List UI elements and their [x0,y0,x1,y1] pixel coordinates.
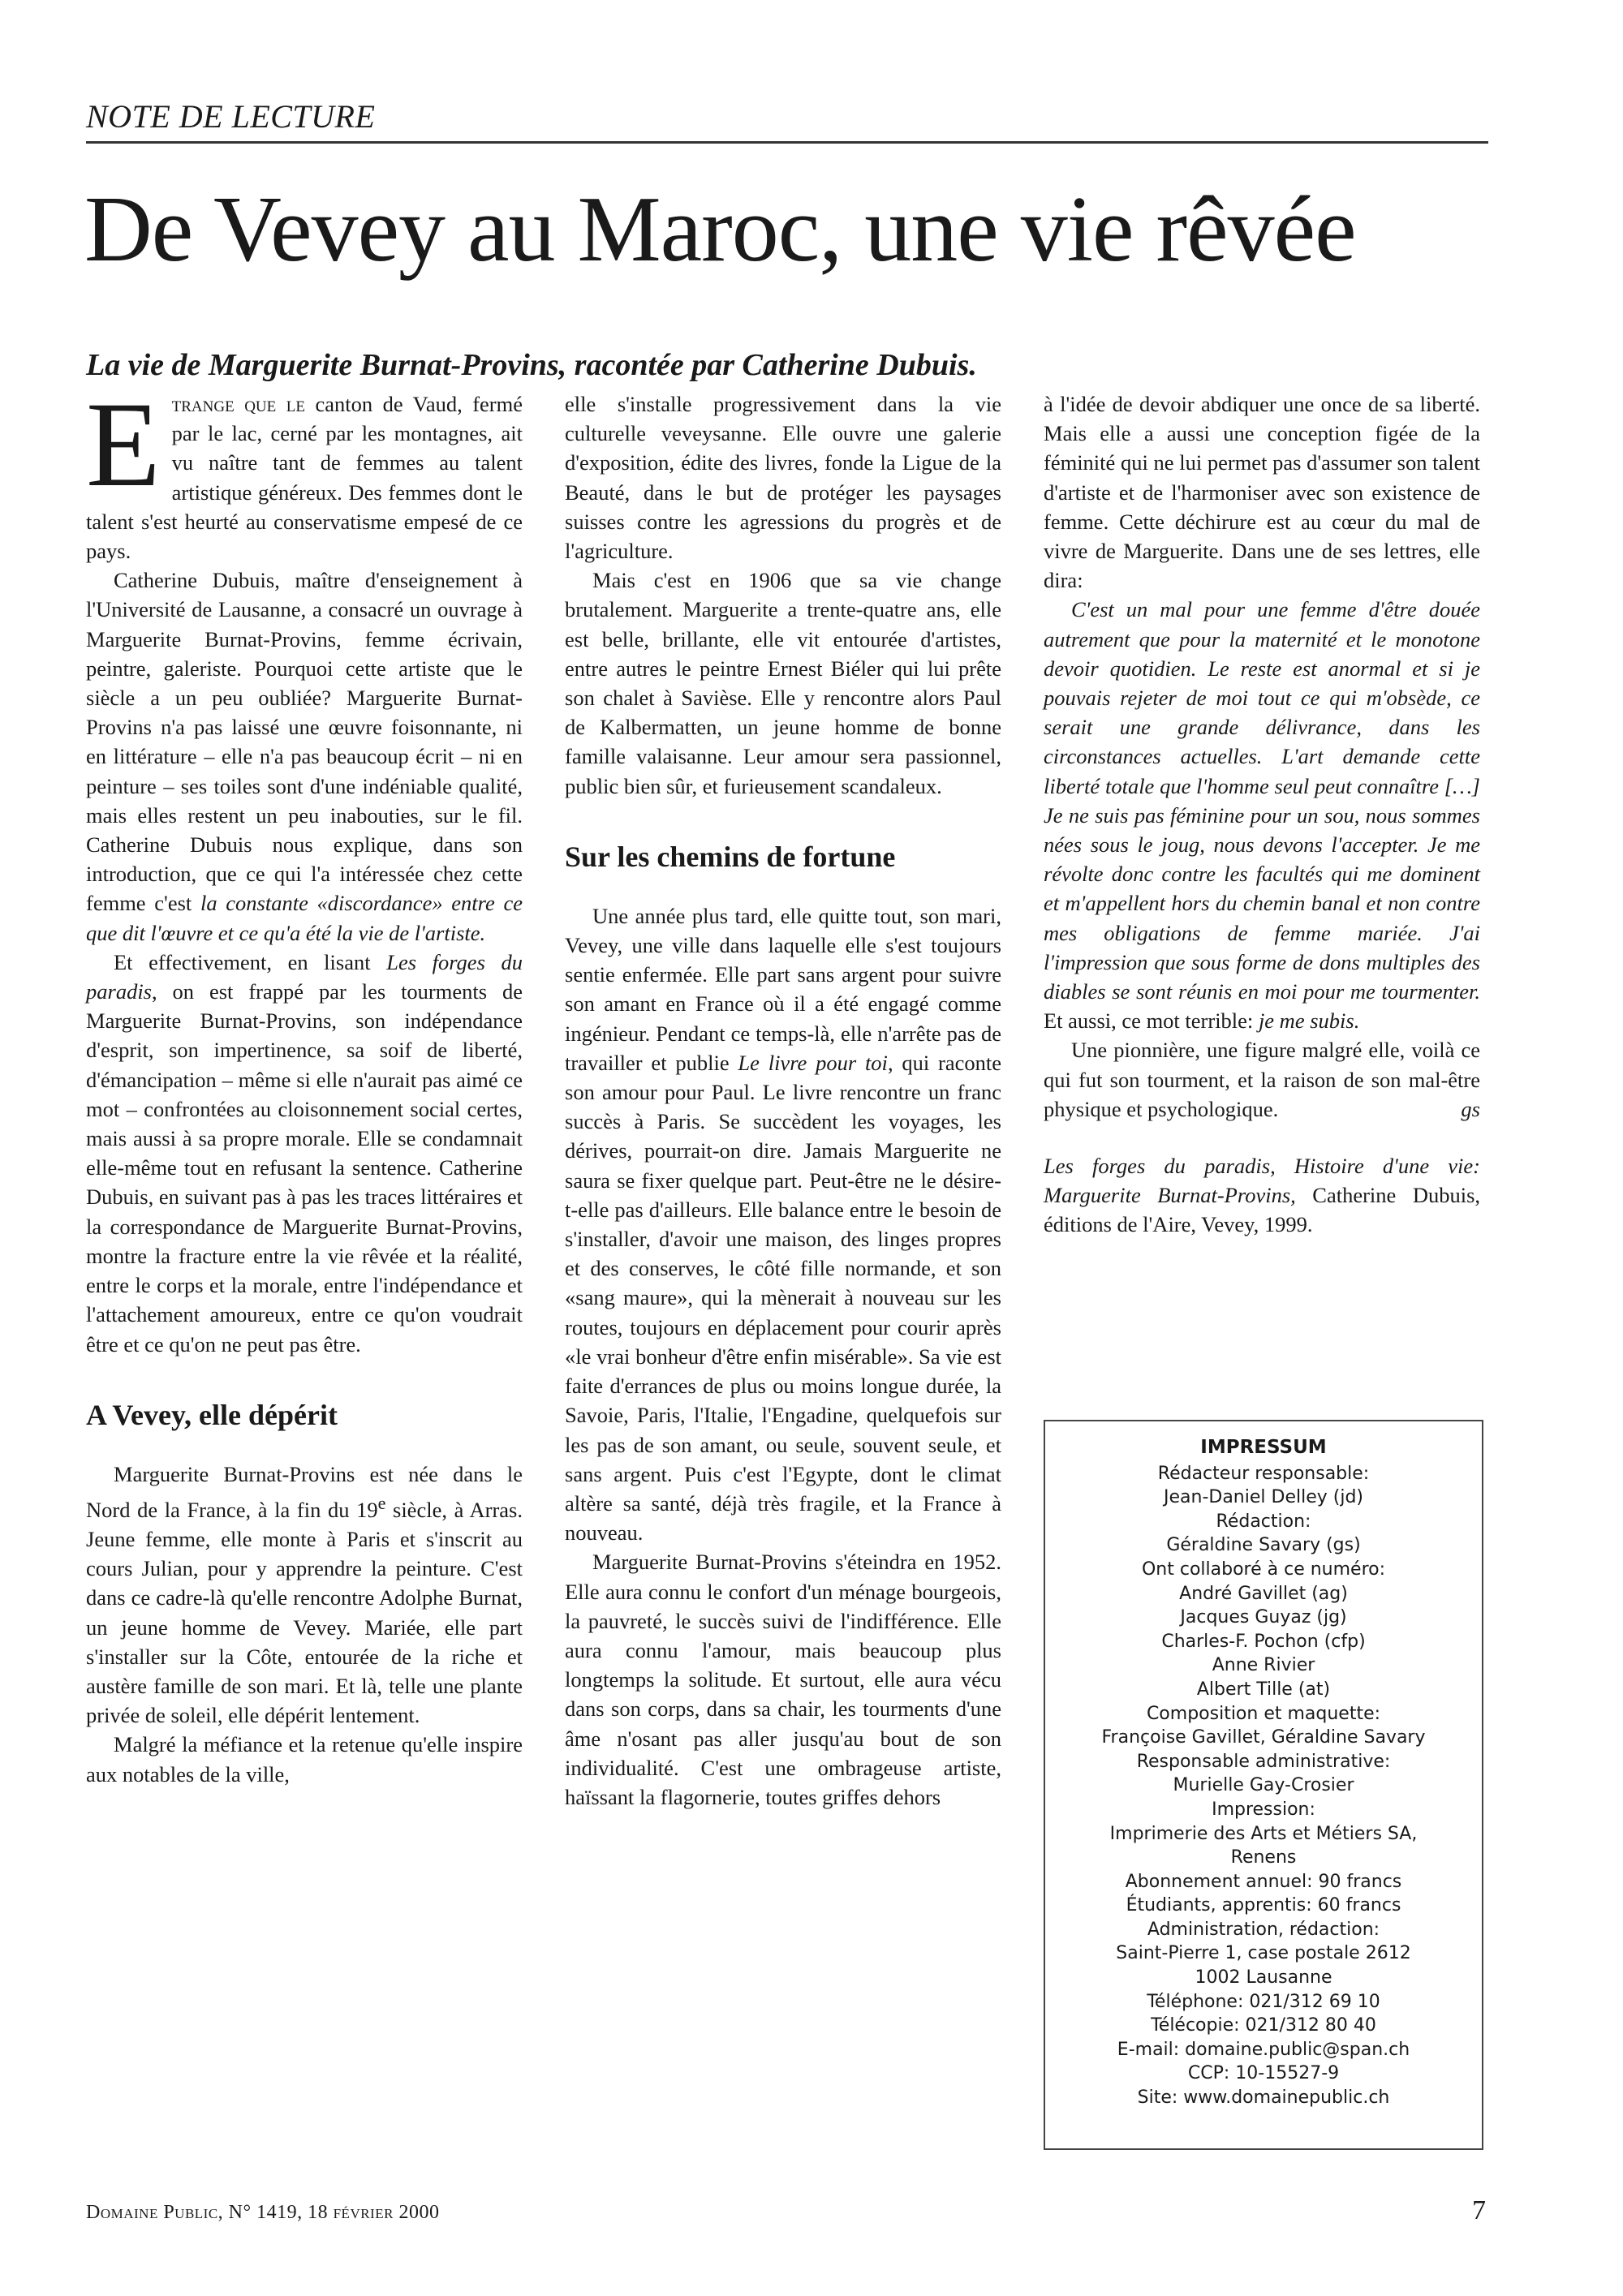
impressum-line: Jacques Guyaz (jg) [1180,1607,1347,1628]
impressum-line: Site: www.domainepublic.ch [1137,2087,1390,2109]
section-label: NOTE DE LECTURE [86,96,1488,144]
impressum-line: Abonnement annuel: 90 francs [1125,1871,1402,1892]
impressum-line: Impression: [1212,1799,1315,1820]
paragraph-text: canton de Vaud, fermé par le lac, cerné par les montagnes, ait vu naître tant de femmes au talent artistique généreux. Des femmes dont le talent s'est heurté au conservatisme empesé de ce pays. [86,392,523,564]
paragraph-text: Catherine Dubuis, maître d'enseignement à l'Université de Lausanne, a consacré un ouvrage à Marguerite Burnat-Provins, femme écrivain, peintre, galeriste. Pourquoi cette artiste que le siècle a un peu oubliée? Marguerite Burnat-Provins n'a pas laissé une œuvre foisonnante, ni en littérature – elle n'a pas beaucoup écrit – ni en peinture – ses toiles sont d'une indéniable qualité, mais elles restent un peu inabouties, sur le fil. Catherine Dubuis nous explique, dans son introduction, que ce qui l'a intéressée chez cette femme c'est [86,568,523,916]
quote-text: je me subis. [1258,1008,1360,1034]
impressum-line: Téléphone: 021/312 69 10 [1147,1991,1380,2012]
book-title: Les forges du paradis, Histoire d'une vie: Marguerite Burnat-Provins, [1044,1154,1480,1208]
impressum-line: Imprimerie des Arts et Métiers SA, [1109,1823,1418,1844]
impressum-line: Murielle Gay-Crosier [1173,1775,1354,1796]
book-reference [1044,1151,1480,1240]
impressum-line: CCP: 10-15527-9 [1187,2063,1340,2084]
impressum-line: Géraldine Savary (gs) [1166,1535,1361,1556]
publication-footer: Domaine Public, N° 1419, 18 février 2000 [86,2202,440,2223]
article-column-1 [86,377,523,1789]
paragraph-text: Et aussi, ce mot terrible: [1044,1008,1259,1034]
impressum-line: André Gavillet (ag) [1179,1583,1348,1604]
subheading: A Vevey, elle dépérit [86,1398,338,1431]
impressum-line: Rédaction: [1216,1511,1311,1532]
paragraph: elle s'installe progressivement dans la vie culturelle veveysanne. Elle ouvre une galerie d'exposition, édite des livres, fonde la Ligue de la Beauté, dans le but de protéger les paysages suisses contre les agressions du progrès et de l'agriculture. [565,392,1001,564]
impressum-line: Composition et maquette: [1146,1703,1381,1724]
author-signature: gs [1461,1096,1480,1121]
letter-quote [1044,595,1480,1035]
paragraph-text: , on est frappé par les tourments de Marguerite Burnat-Provins, son indépendance d'esprit, son impertinence, sa soif de liberté, d'émancipation – même si elle n'aurait pas aimé ce mot – confrontées au cloisonnement social certes, mais aussi à sa propre morale. Elle se condamnait elle-même tout en refusant la sentence. Catherine Dubuis, en suivant pas à pas les traces littéraires et la correspondance de Marguerite Burnat-Provins, montre la fracture entre la vie rêvée et la réalité, entre le corps et la morale, entre l'indépendance et l'attachement amoureux, entre ce qu'on voudrait être et ce qu'on ne peut pas être. [86,979,523,1357]
paragraph-text: siècle, à Arras. Jeune femme, elle monte à Paris et s'inscrit au cours Julian, pour y apprendre la peinture. C'est dans ce cadre-là qu'elle rencontre Adolphe Burnat, un jeune homme de Vevey. Mariée, elle part s'installer sur la Côte, entourée de la riche et austère famille de son mari. Et là, telle une plante privée de soleil, elle dépérit lentement. [86,1497,523,1728]
paragraph-text: , qui raconte son amour pour Paul. Le livre rencontre un franc succès à Paris. Se succèdent les voyages, les dérives, pourrait-on dire. Jamais Marguerite ne saura se fixer quelque part. Peut-être ne le désire-t-elle pas d'ailleurs. Elle balance entre le besoin de s'installer, d'avoir une maison, des linges propres et des conserves, le côté fille normande, et son «sang maure», qui la mènerait à nouveau sur les routes, toujours en déplacement pour courir après «le vrai bonheur d'être enfin misérable». Sa vie est faite d'errances de plus ou moins longue durée, la Savoie, Paris, l'Italie, l'Engadine, quelquefois sur les pas de son amant, ou seule, souvent seule, et sans argent. Puis c'est l'Egypte, dont le climat altère sa santé, déjà très fragile, et la France à nouveau. [565,1050,1001,1546]
impressum-line: Jean-Daniel Delley (jd) [1164,1487,1363,1508]
superscript: e [377,1492,386,1513]
impressum-line: Étudiants, apprentis: 60 francs [1126,1895,1401,1916]
paragraph-text: Marguerite Burnat-Provins est née dans le Nord de la France, à la fin du 19 [86,1461,523,1522]
page-number: 7 [1472,2195,1486,2225]
subheading: Sur les chemins de fortune [565,840,896,873]
paragraph [86,377,523,565]
impressum-line: Administration, rédaction: [1147,1919,1380,1940]
paragraph-text: Une année plus tard, elle quitte tout, son mari, Vevey, une ville dans laquelle elle s'est toujours sentie enfermée. Elle part sans argent pour suivre son amant en France où il a été engagé comme ingénieur. Pendant ce temps-là, elle n'arrête pas de travailler et publie [565,903,1001,1075]
impressum-line: Ont collaboré à ce numéro: [1141,1559,1386,1580]
impressum-line: Télécopie: 021/312 80 40 [1151,2015,1376,2036]
article-deck: La vie de Marguerite Burnat-Provins, racontée par Catherine Dubuis. [86,348,977,382]
paragraph: Marguerite Burnat-Provins s'éteindra en 1952. Elle aura connu le confort d'un ménage bourgeois, la pauvreté, le succès suivi de l'indifférence. Elle aura connu l'amour, mais beaucoup plus longtemps la solitude. Et surtout, elle aura vécu dans son corps, dans sa chair, les tourments d'une âme n'osant pas aller jusqu'au bout de son individualité. C'est une ombrageuse artiste, haïssant la flagornerie, toutes griffes dehors [565,1550,1001,1809]
impressum-title: IMPRESSUM [1200,1437,1327,1458]
impressum-line: Rédacteur responsable: [1157,1463,1370,1484]
article-headline: De Vevey au Maroc, une vie rêvée [84,178,1356,282]
quote-inline: la constante «discordance» entre ce que dit l'œuvre et ce qu'a été la vie de l'artiste. [86,891,523,945]
paragraph-text: Une pionnière, une figure malgré elle, voilà ce qui fut son tourment, et la raison de son mal-être physique et psychologique. [1044,1038,1480,1121]
paragraph-text: Et effectivement, en lisant [114,949,387,974]
impressum-line: Charles-F. Pochon (cfp) [1161,1631,1366,1652]
paragraph: à l'idée de devoir abdiquer une once de sa liberté. Mais elle a aussi une conception figée de la féminité qui ne lui permet pas d'assumer son talent d'artiste et de l'harmoniser avec son existence de femme. Cette déchirure est au cœur du mal de vivre de Marguerite. Dans une de ses lettres, elle dira: [1044,392,1480,593]
paragraph [565,901,1001,1547]
impressum-line: 1002 Lausanne [1195,1967,1332,1989]
lead-in: trange que le [171,392,305,416]
paragraph: Malgré la méfiance et la retenue qu'elle inspire aux notables de la ville, [86,1732,523,1786]
impressum-lines [1053,1462,1474,2110]
article-column-2 [565,389,1001,1812]
quote-text: C'est un mal pour une femme d'être douée autrement que pour la maternité et le monotone devoir quotidien. Le reste est anormal et si je pouvais rejeter de moi tout ce qui m'obsède, ce serait une grande délivrance, dans les circonstances actuelles. L'art demande cette liberté totale que l'homme seul peut connaître […] Je ne suis pas féminine pour un sou, nous sommes nées sous le joug, nous devons l'accepter. Je me révolte donc contre les facultés qui me dominent et m'appellent hors du chemin banal et non contre mes obligations de femme mariée. J'ai l'impression que sous forme de dons multiples des diables se sont réunis en moi pour me tourmenter. [1044,597,1480,1004]
paragraph [1044,1035,1480,1124]
impressum-line: Albert Tille (at) [1196,1679,1331,1700]
impressum-line: Saint-Pierre 1, case postale 2612 [1116,1943,1411,1964]
impressum-line: Responsable administrative: [1136,1751,1391,1772]
paragraph [86,1460,523,1731]
impressum-line: Françoise Gavillet, Géraldine Savary [1101,1727,1426,1748]
impressum-box [1044,1420,1483,2150]
drop-cap: E [86,377,161,512]
article-column-3 [1044,389,1480,1240]
impressum-line: E-mail: domaine.public@span.ch [1117,2039,1410,2060]
book-title: Les forges du paradis [86,949,523,1004]
impressum-line: Anne Rivier [1212,1655,1315,1676]
paragraph [86,565,523,948]
impressum-line: Renens [1230,1847,1297,1868]
book-title: Le livre pour toi [738,1050,888,1075]
paragraph [86,948,523,1359]
paragraph: Mais c'est en 1906 que sa vie change brutalement. Marguerite a trente-quatre ans, elle est belle, brillante, elle vit entourée d'artistes, entre autres le peintre Ernest Biéler qui lui prête son chalet à Savièse. Elle y rencontre alors Paul de Kalbermatten, un jeune homme de bonne famille valaisanne. Leur amour sera passionnel, public bien sûr, et furieusement scandaleux. [565,568,1001,798]
book-details: Catherine Dubuis, éditions de l'Aire, Vevey, 1999. [1044,1183,1481,1237]
